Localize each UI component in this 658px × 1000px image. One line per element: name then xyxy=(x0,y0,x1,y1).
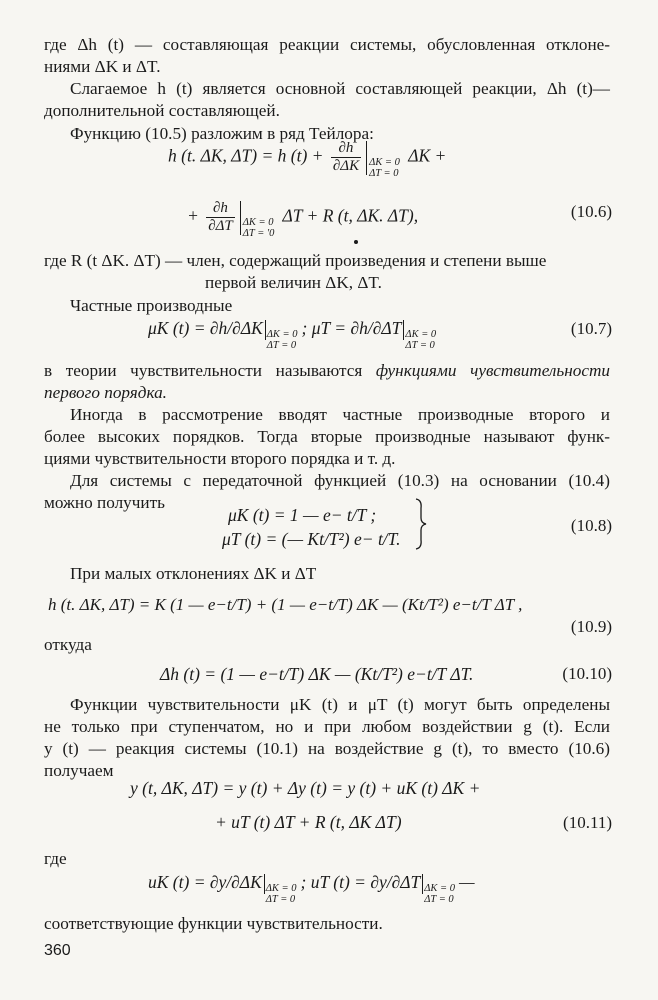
text-line: Для системы с передаточной функцией (10.3) на основании (10.4) xyxy=(70,471,610,490)
equation-10-8-row2: μT (t) = (— Kt/T²) e− t/T. xyxy=(222,529,401,549)
text-line: получаем xyxy=(44,761,114,780)
equation-number: (10.9) xyxy=(570,617,612,636)
equation-10-7: μK (t) = ∂h/∂ΔK ΔK = 0 ΔT = 0 ; μT = ∂h/∂ΔT ΔK = 0 ΔT = 0 xyxy=(148,318,437,351)
page-number: 360 xyxy=(44,942,71,959)
eval-subscript: ΔK = 0 ΔT = 0 xyxy=(265,883,297,905)
equation-10-6-row1: h (t. ΔK, ΔT) = h (t) + $\frac{\partial h}{\partial\Delta K}$ ΔK = 0 ΔT = 0 ΔK + xyxy=(168,140,447,179)
fraction: $\frac{\partial h}{\partial\Delta K}$ xyxy=(332,140,360,174)
text-line: Иногда в рассмотрение вводят частные производные второго и xyxy=(70,405,610,424)
text-line: где xyxy=(44,849,67,868)
text-line: в теории чувствительности называются функциями чувствительности xyxy=(44,361,610,380)
equation-10-6-row2: + $\frac{\partial h}{\partial\Delta T}$ ΔK = 0 ΔT = '0 ΔT + R (t, ΔK. ΔT), xyxy=(187,200,419,239)
print-speck xyxy=(354,240,358,244)
right-brace xyxy=(414,498,428,550)
text-line: Функцию (10.5) разложим в ряд Тейлора: xyxy=(70,124,374,143)
equation-number: (10.7) xyxy=(570,319,612,338)
text-line: y (t) — реакция системы (10.1) на воздействие g (t), то вместо (10.6) xyxy=(44,739,610,758)
text-line: циями чувствительности второго порядка и т. д. xyxy=(44,449,396,468)
eval-subscript: ΔK = 0 ΔT = '0 xyxy=(242,216,275,239)
text-line: Частные производные xyxy=(70,296,233,315)
equation-number: (10.6) xyxy=(570,202,612,221)
equation-10-11-row2: + uT (t) ΔT + R (t, ΔK ΔT) xyxy=(215,812,402,832)
text-line: При малых отклонениях ΔK и ΔT xyxy=(70,564,317,583)
equation-10-8-row1: μK (t) = 1 — e− t/T ; xyxy=(228,505,377,525)
text-line: дополнительной составляющей. xyxy=(44,101,280,120)
equation-number: (10.10) xyxy=(562,664,612,683)
text-line: более высоких порядков. Тогда вторые производные называют функ- xyxy=(44,427,610,446)
text-line: можно получить xyxy=(44,493,165,512)
fraction: $\frac{\partial h}{\partial\Delta T}$ xyxy=(208,200,233,234)
eval-subscript: ΔK = 0 ΔT = 0 xyxy=(405,329,437,351)
equation-10-11-row1: y (t, ΔK, ΔT) = y (t) + Δy (t) = y (t) + uK (t) ΔK + xyxy=(130,778,481,798)
eval-subscript: ΔK = 0 ΔT = 0 xyxy=(266,329,298,351)
text-line: где R (t ΔK. ΔT) — член, содержащий произведения и степени выше xyxy=(44,251,547,270)
eval-subscript: ΔK = 0 ΔT = 0 xyxy=(369,156,400,179)
equation-10-10: Δh (t) = (1 — e−t/T) ΔK — (Kt/T²) e−t/T ΔT. xyxy=(160,664,474,684)
eval-subscript: ΔK = 0 ΔT = 0 xyxy=(424,883,456,905)
equation-sensitivity-functions: uK (t) = ∂y/∂ΔK ΔK = 0 ΔT = 0 ; uT (t) = ∂y/∂ΔT ΔK = 0 ΔT = 0 — xyxy=(148,872,475,905)
text-line: Слагаемое h (t) является основной составляющей реакции, Δh (t)— xyxy=(70,79,610,98)
text-line: первого порядка. xyxy=(44,383,167,402)
text-line: Функции чувствительности μK (t) и μT (t) могут быть определены xyxy=(70,695,610,714)
text-line: откуда xyxy=(44,635,92,654)
text-line: где Δh (t) — составляющая реакции системы, обусловленная отклоне- xyxy=(44,35,610,54)
equation-10-9: h (t. ΔK, ΔT) = K (1 — e−t/T) + (1 — e−t/T) ΔK — (Kt/T²) e−t/T ΔT , xyxy=(48,595,523,614)
text-line: соответствующие функции чувствительности. xyxy=(44,914,383,933)
text-line: ниями ΔK и ΔT. xyxy=(44,57,161,76)
text-line: не только при ступенчатом, но и при любом воздействии g (t). Если xyxy=(44,717,610,736)
text-line: первой величин ΔK, ΔT. xyxy=(205,273,382,292)
equation-number: (10.11) xyxy=(563,813,612,832)
equation-number: (10.8) xyxy=(570,516,612,535)
